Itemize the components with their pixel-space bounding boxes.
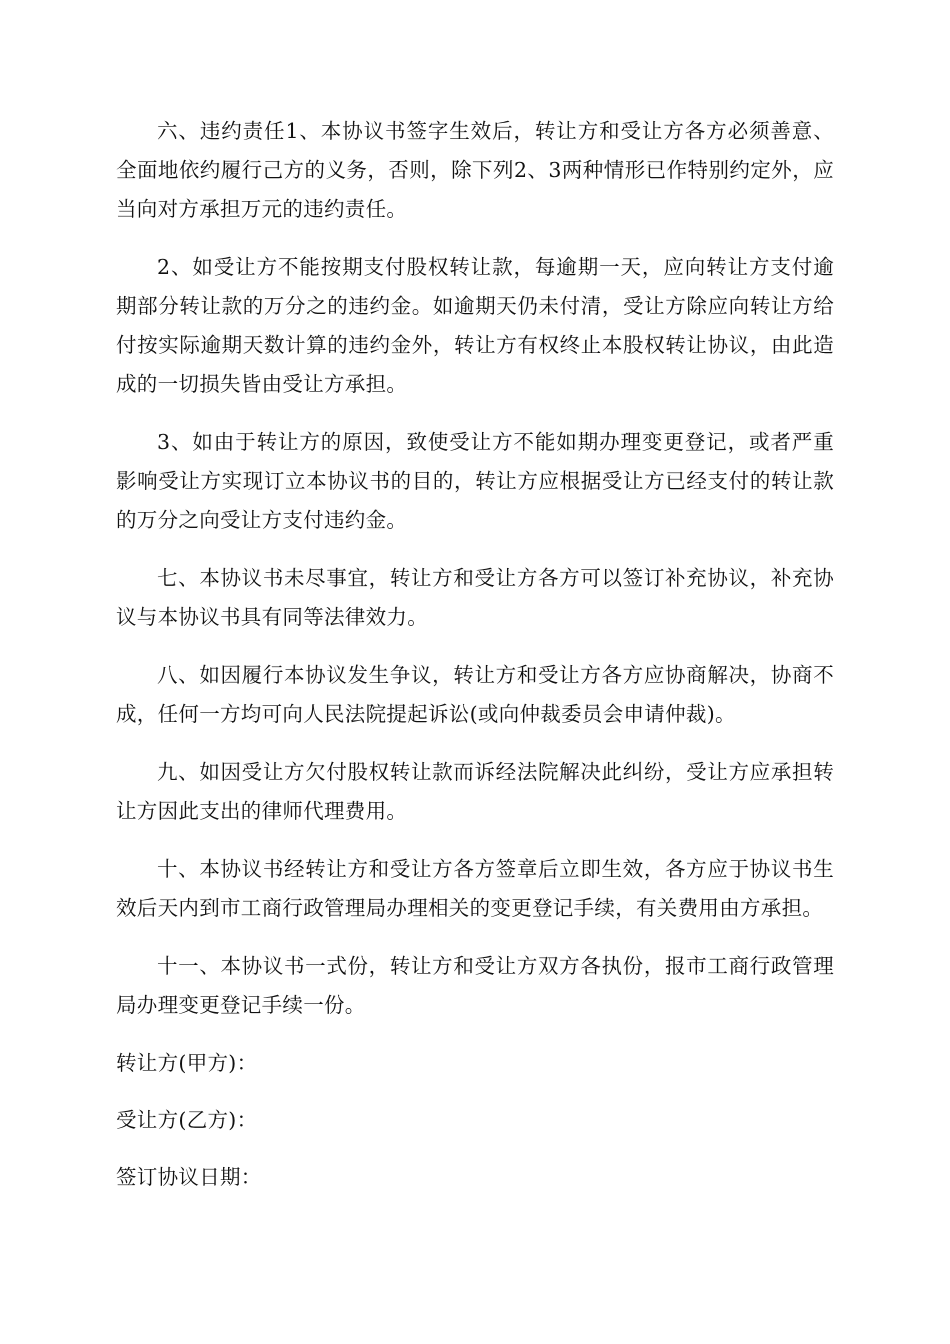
clause-six-item-2: 2、如受让方不能按期支付股权转让款，每逾期一天，应向转让方支付逾期部分转让款的万分之的违约金。如逾期天仍未付清，受让方除应向转让方给付按实际逾期天数计算的违约金外，转让方有权终止本股权转让协议，由此造成的一切损失皆由受让方承担。 [116, 255, 834, 396]
document-page [116, 112, 834, 1215]
transferor-signature-label: 转让方(甲方)： [116, 1051, 258, 1075]
clause-seven: 七、本协议书未尽事宜，转让方和受让方各方可以签订补充协议，补充协议与本协议书具有同等法律效力。 [116, 566, 834, 629]
clause-nine: 九、如因受让方欠付股权转让款而诉经法院解决此纠纷，受让方应承担转让方因此支出的律师代理费用。 [116, 760, 834, 823]
signing-date-label: 签订协议日期： [116, 1165, 262, 1189]
transferee-signature-label: 受让方(乙方)： [116, 1108, 258, 1132]
clause-six-liability: 六、违约责任1、本协议书签字生效后，转让方和受让方各方必须善意、全面地依约履行己方的义务，否则，除下列2、3两种情形已作特别约定外，应当向对方承担万元的违约责任。 [116, 119, 834, 221]
clause-ten: 十、本协议书经转让方和受让方各方签章后立即生效，各方应于协议书生效后天内到市工商行政管理局办理相关的变更登记手续，有关费用由方承担。 [116, 857, 834, 920]
clause-six-item-3: 3、如由于转让方的原因，致使受让方不能如期办理变更登记，或者严重影响受让方实现订立本协议书的目的，转让方应根据受让方已经支付的转让款的万分之向受让方支付违约金。 [116, 430, 834, 532]
clause-eleven: 十一、本协议书一式份，转让方和受让方双方各执份，报市工商行政管理局办理变更登记手续一份。 [116, 954, 834, 1017]
clause-eight: 八、如因履行本协议发生争议，转让方和受让方各方应协商解决，协商不成，任何一方均可向人民法院提起诉讼(或向仲裁委员会申请仲裁)。 [116, 663, 834, 726]
